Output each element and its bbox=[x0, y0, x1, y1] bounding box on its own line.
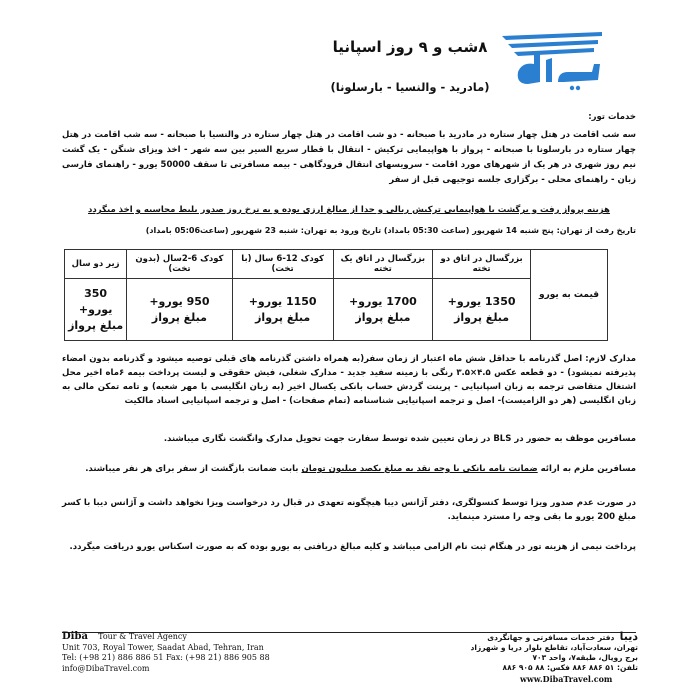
travel-dates: تاریخ رفت از تهران: پنج شنبه 14 شهریور (ساعت 05:30 بامداد) تاریخ ورود به تهران: شنبه 23 شهریور (ساعت05:06 بامداد) bbox=[145, 226, 636, 235]
price-cell: 350 یورو+ مبلغ پرواز bbox=[65, 279, 127, 341]
price-col-label: کودک 6-2سال (بدون تخت) bbox=[127, 250, 232, 279]
services-text: سه شب اقامت در هتل چهار ستاره در مادرید با صبحانه - دو شب اقامت در هتل چهار ستاره در والنسیا با صبحانه - سه شب اقامت در هتل چهار ستاره در بارسلونا با صبحانه - پرواز با هواپیمایی ترکیش - انتقال با قطار سریع السیر بین سه شهر - اخذ ویزای شنگن - یک گشت نیم روز شهری در هر یک از شهرهای مورد اقامت - سرویسهای انتقال فرودگاهی - بیمه مسافرتی تا سقف 50000 یورو - راهنمای فارسی زبان - راهنمای محلی - برگزاری جلسه توجیهی قبل از سفر bbox=[62, 130, 636, 185]
footer-phone: Tel: (+98 21) 886 886 51 Fax: (+98 21) 886 905 88 bbox=[62, 653, 270, 662]
footer-address-fa: تهران، سعادت‌آباد، تقاطع بلوار دریا و شهرزاد bbox=[470, 643, 638, 652]
price-cell: 1700 یورو+ مبلغ پرواز bbox=[333, 279, 433, 341]
price-cell: 1150 یورو+ مبلغ پرواز bbox=[232, 279, 333, 341]
guarantee-note: مسافرین ملزم به ارائه ضمانت نامه بانکی یا وجه نقد به مبلغ یکصد میلیون تومان بابت ضمانت بازگشت از سفر برای هر نفر میباشند. bbox=[85, 464, 636, 474]
footer-address: Unit 703, Royal Tower, Saadat Abad, Tehran, Iran bbox=[62, 642, 264, 652]
payment-note: پرداخت نیمی از هزینه تور در هنگام ثبت نام الزامی میباشد و کلیه مبالغ دریافتی به یورو بوده که به صورت اسکناس یورو دریافت میگردد. bbox=[69, 542, 636, 552]
footer-address-fa-2: برج رویال، طبقه۷، واحد ۷۰۳ bbox=[532, 653, 638, 662]
price-cell: 1350 یورو+ مبلغ پرواز bbox=[433, 279, 531, 341]
tour-cities: (مادرید - والنسیا - بارسلونا) bbox=[330, 80, 490, 94]
footer-english bbox=[62, 632, 270, 674]
footer-email[interactable]: info@DibaTravel.com bbox=[62, 663, 150, 673]
price-table-values bbox=[65, 279, 608, 341]
services-heading: خدمات تور: bbox=[588, 112, 636, 122]
price-col-label: بزرگسال در اتاق یک تخته bbox=[333, 250, 433, 279]
footer-tagline-fa: دفتر خدمات مسافرتی و جهانگردی bbox=[487, 633, 615, 642]
price-col-label: کودک 12-6 سال (با تخت) bbox=[232, 250, 333, 279]
price-row-header: قیمت به یورو bbox=[531, 250, 608, 341]
footer-tagline: Tour & Travel Agency bbox=[98, 632, 187, 641]
tour-title: ۸شب و ۹ روز اسپانیا bbox=[332, 38, 488, 56]
price-table-labels bbox=[65, 250, 608, 279]
footer-phone-fa: تلفن: ۵۱ ۸۸۶ ۸۸۶ فکس: ۸۸ ۹۰۵ ۸۸۶ bbox=[502, 663, 638, 672]
price-col-label: بزرگسال در اتاق دو تخته bbox=[433, 250, 531, 279]
required-documents: مدارک لازم: اصل گذرنامه با حداقل شش ماه اعتبار از زمان سفر(به همراه داشتن گذرنامه های قبلی توصیه میشود و گذرنامه بدون امضاء پذیرفته نمیشود) - دو قطعه عکس ۴.۵×۳.۵ رنگی با زمینه سفید جدید - مدارک شغلی، فیش حقوقی و لیست پرداخت بیمه ۶ماه اخیر محل اشتغال متقاضی ترجمه به زبان اسپانیایی - پرینت گردش حساب بانکی یکسال اخیر (به زبان انگلیسی با مهر شعبه) و تامه تمکن مالی به زبان انگلیسی (هر دو الزامیست)- اصل و ترجمه اسپانیایی شناسنامه (تمام صفحات) - اصل و ترجمه اسپانیایی اسناد مالکیت bbox=[62, 354, 636, 406]
flight-cost-notice: هزینه پرواز رفت و برگشت با هواپیمایی ترکیش ریالی و جدا از مبالغ ارزی بوده و به نرخ روز صدور بلیط محاسبه و اخذ میگردد bbox=[88, 205, 610, 215]
footer-website-link[interactable]: www.DibaTravel.com bbox=[520, 674, 613, 684]
price-cell: 950 یورو+ مبلغ پرواز bbox=[127, 279, 232, 341]
visa-refusal-note: در صورت عدم صدور ویزا توسط کنسولگری، دفتر آژانس دیبا هیچگونه تعهدی در قبال رد درخواست ویزا نخواهد داشت و آژانس دیبا با کسر مبلغ 200 یورو ما بقی وجه را مسترد مینماید. bbox=[62, 498, 636, 522]
footer-brand: Diba bbox=[62, 631, 88, 642]
footer-brand-fa: دیبا bbox=[619, 630, 638, 643]
price-table bbox=[64, 249, 608, 341]
footer-persian bbox=[398, 632, 638, 673]
price-col-label: زیر دو سال bbox=[65, 250, 127, 279]
bls-attendance-note: مسافرین موظف به حضور در BLS در زمان تعیین شده توسط سفارت جهت تحویل مدارک وانگشت نگاری میباشند. bbox=[163, 434, 636, 444]
